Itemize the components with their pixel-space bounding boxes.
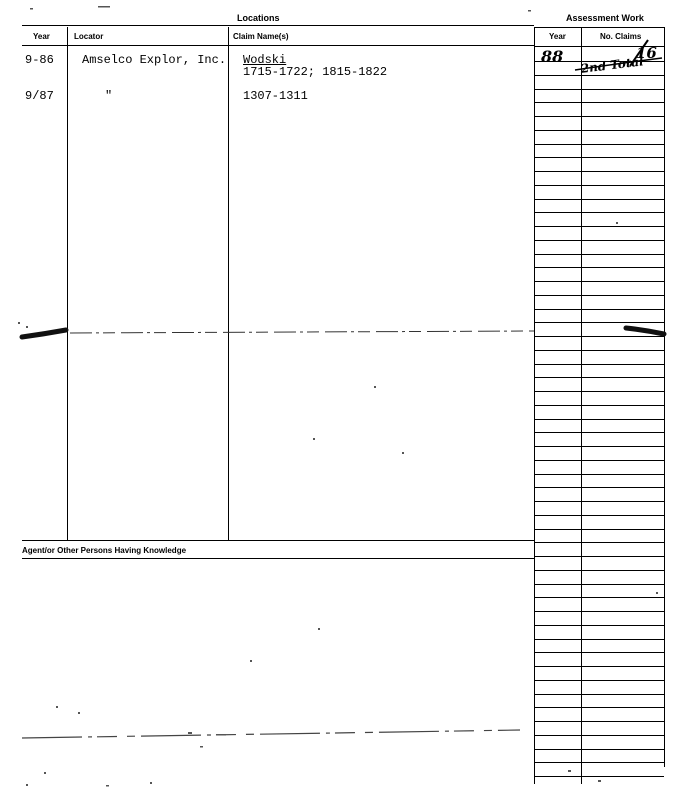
entry-2-claim-numbers: 1307-1311: [243, 89, 308, 103]
assessment-year-handwritten: 88: [541, 47, 564, 66]
divider-assessment-right: [664, 27, 665, 767]
agent-section-label: Agent/or Other Persons Having Knowledge: [22, 546, 187, 555]
col-header-year: Year: [33, 32, 50, 41]
scan-lower-dashed-line: [22, 730, 520, 738]
entry-2-year: 9/87: [25, 89, 54, 103]
entry-2-locator-ditto: ": [105, 89, 113, 103]
scan-dashed-line: [70, 331, 534, 333]
agent-section-label-rule: [22, 558, 534, 559]
assessment-note-handwritten: 2nd Total: [580, 54, 645, 76]
col-header-locator: Locator: [74, 32, 104, 41]
entry-1-locator: Amselco Explor, Inc.: [82, 53, 227, 67]
header-top-rule: [22, 25, 534, 26]
assessment-ruled-lines: [534, 62, 664, 777]
entry-1-year: 9-86: [25, 53, 54, 67]
assessment-work-title: Assessment Work: [566, 13, 644, 23]
agent-section-top-rule: [22, 540, 534, 541]
divider-assessment-mid: [581, 27, 582, 784]
assessment-top-rule: [534, 27, 665, 28]
assessment-no-claims-handwritten: 16: [636, 44, 657, 62]
column-header-rule: [22, 45, 534, 46]
col-header-no-claims: No. Claims: [600, 32, 642, 41]
entry-1-claim-numbers: 1715-1722; 1815-1822: [243, 65, 388, 79]
divider-locator-claim: [228, 27, 229, 540]
scan-speckles: [18, 6, 658, 787]
scan-fold-mark-left: [22, 330, 66, 337]
entry-1-claim-name: Wodski: [243, 53, 287, 67]
col-header-claim-names: Claim Name(s): [233, 32, 289, 41]
scan-fold-mark-right: [626, 328, 664, 334]
locations-title: Locations: [237, 13, 280, 23]
col-header-assess-year: Year: [549, 32, 566, 41]
divider-assessment-left: [534, 27, 535, 784]
divider-year-locator: [67, 27, 68, 540]
